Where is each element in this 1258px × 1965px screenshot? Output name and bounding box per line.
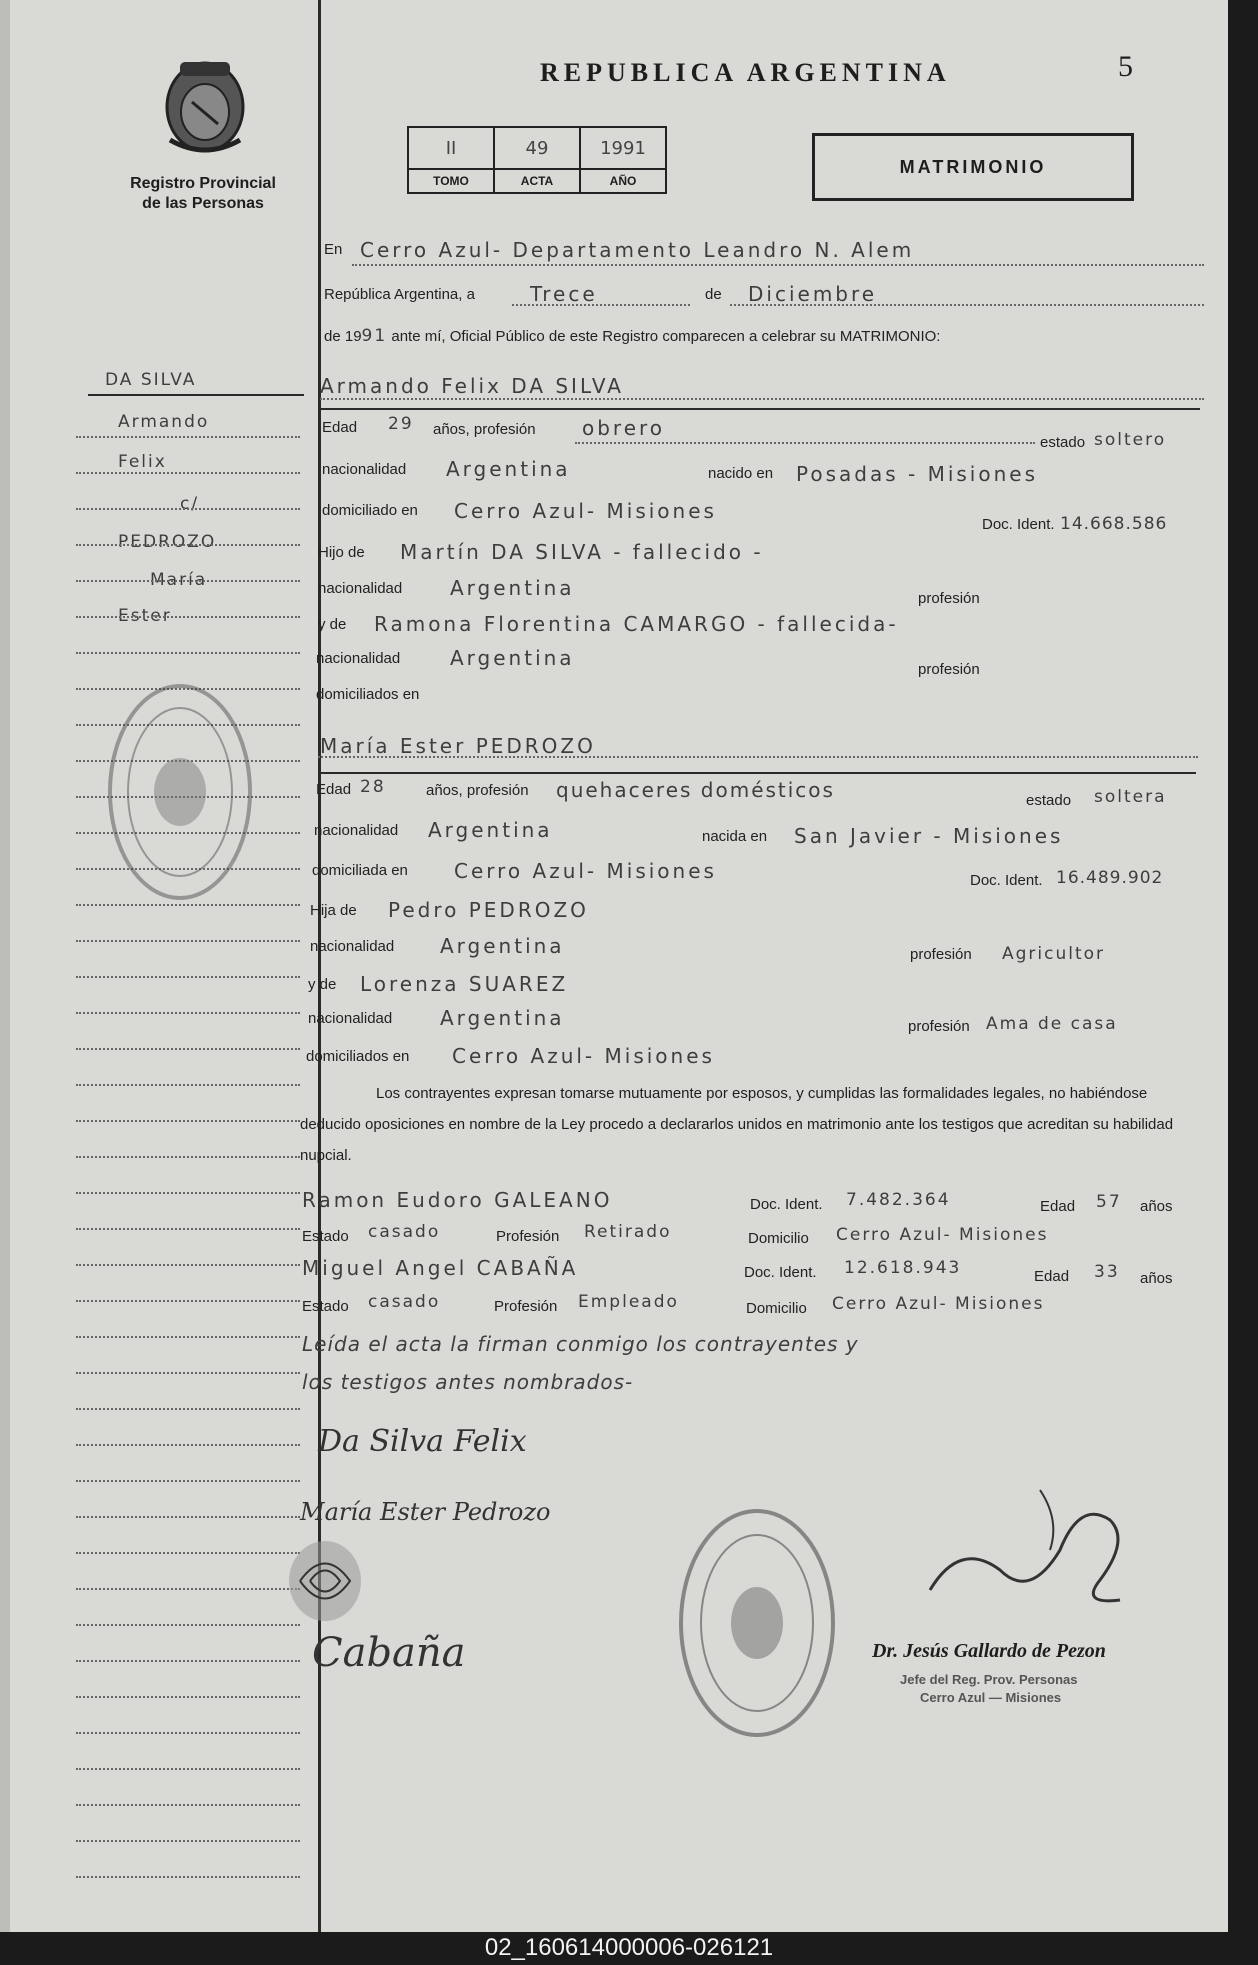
bride-mother-prof: Ama de casa xyxy=(986,1014,1118,1034)
margin-dotted-line xyxy=(76,1012,300,1014)
bride-edad-label: Edad xyxy=(316,781,352,798)
groom-age: 29 xyxy=(388,414,414,434)
bride-estado-label: estado xyxy=(1026,792,1072,809)
witness2-edad-label: Edad xyxy=(1034,1268,1070,1285)
margin-dotted-line xyxy=(76,580,300,582)
groom-edad-label: Edad xyxy=(322,419,358,436)
margin-dotted-line xyxy=(76,1372,300,1374)
declaration-text: Los contrayentes expresan tomarse mutuamente por esposos, y cumplidas las formalidades legales, no habiéndose deducido oposiciones en nombre de la Ley procedo a declararlos unidos en matrimonio ante los testigos que acreditan su habilidad nupcial. xyxy=(300,1085,1174,1164)
tomo-acta-table xyxy=(407,126,667,194)
bride-estado: soltera xyxy=(1094,787,1167,807)
margin-dotted-line xyxy=(76,940,300,942)
bride-domicile: Cerro Azul- Misiones xyxy=(454,859,717,883)
groom-dom-label: domiciliado en xyxy=(322,502,418,519)
margin-dotted-line xyxy=(76,1048,300,1050)
margin-dotted-line xyxy=(76,1156,300,1158)
country-title: REPUBLICA ARGENTINA xyxy=(540,58,951,87)
groom-father-nat: Argentina xyxy=(450,576,575,600)
month-value: Diciembre xyxy=(748,282,878,306)
margin-dotted-line xyxy=(76,544,300,546)
witness2-doc: 12.618.943 xyxy=(844,1258,962,1278)
witness2-age: 33 xyxy=(1094,1262,1120,1282)
witness1-estado-label: Estado xyxy=(302,1228,349,1245)
margin-dotted-line xyxy=(76,1804,300,1806)
margin-dotted-line xyxy=(76,472,300,474)
groom-father-prof-label: profesión xyxy=(918,590,980,607)
bride-yde-label: y de xyxy=(308,976,337,993)
witness1-prof-label: Profesión xyxy=(496,1228,560,1245)
witness1-edad-label: Edad xyxy=(1040,1198,1076,1215)
margin-note-line: PEDROZO xyxy=(118,532,217,552)
bride-doc: 16.489.902 xyxy=(1056,868,1164,888)
margin-dotted-line xyxy=(76,1408,300,1410)
margin-dotted-line xyxy=(76,508,300,510)
bride-age: 28 xyxy=(360,777,386,797)
margin-dotted-line xyxy=(76,1840,300,1842)
margin-dotted-line xyxy=(76,1660,300,1662)
margin-note-line: Felix xyxy=(118,452,167,472)
margin-dotted-line xyxy=(76,1696,300,1698)
witness2-doc-label: Doc. Ident. xyxy=(744,1264,817,1281)
bride-dom-label: domiciliada en xyxy=(312,862,408,879)
year-prefix: de 19 xyxy=(324,328,362,345)
bride-mother-prof-label: profesión xyxy=(908,1018,970,1035)
official-title1: Jefe del Reg. Prov. Personas xyxy=(900,1672,1078,1687)
bride-hija-label: Hija de xyxy=(310,902,357,919)
opening-rest: ante mí, Oficial Público de este Registro comparecen a celebrar su MATRIMONIO: xyxy=(391,328,941,345)
tomo-label: TOMO xyxy=(408,169,494,193)
bride-profession: quehaceres domésticos xyxy=(556,778,835,802)
margin-dotted-line xyxy=(76,976,300,978)
groom-estado-label: estado xyxy=(1040,434,1086,451)
margin-surname: DA SILVA xyxy=(105,370,197,390)
official-seal-stamp-icon xyxy=(672,1498,842,1748)
republica-label: República Argentina, a xyxy=(324,286,475,303)
witness1-domicile: Cerro Azul- Misiones xyxy=(836,1225,1049,1245)
groom-doms-label: domiciliados en xyxy=(316,686,420,703)
witness1-doc-label: Doc. Ident. xyxy=(750,1196,823,1213)
witness1-doc: 7.482.364 xyxy=(846,1190,951,1210)
margin-dotted-line xyxy=(76,436,300,438)
margin-dotted-line xyxy=(76,616,300,618)
groom-estado: soltero xyxy=(1094,430,1167,450)
groom-father: Martín DA SILVA - fallecido - xyxy=(400,540,764,564)
bride-father-prof: Agricultor xyxy=(1002,944,1106,964)
bride-nationality: Argentina xyxy=(428,818,553,842)
margin-dotted-line xyxy=(76,1588,300,1590)
bride-father-prof-label: profesión xyxy=(910,946,972,963)
official-signature-scribble-icon xyxy=(920,1480,1140,1610)
groom-hijo-label: Hijo de xyxy=(318,544,365,561)
seal-stamp-icon xyxy=(100,672,260,912)
bride-father: Pedro PEDROZO xyxy=(388,898,589,922)
margin-dotted-line xyxy=(76,1480,300,1482)
groom-doc-label: Doc. Ident. xyxy=(982,516,1055,533)
official-name: Dr. Jesús Gallardo de Pezon xyxy=(872,1640,1106,1662)
bride-nac-label: nacionalidad xyxy=(314,822,399,839)
bride-parents-domicile: Cerro Azul- Misiones xyxy=(452,1044,715,1068)
margin-dotted-line xyxy=(76,1516,300,1518)
official-title2: Cerro Azul — Misiones xyxy=(920,1690,1062,1705)
ano-label: AÑO xyxy=(580,169,666,193)
groom-signature: Da Silva Felix xyxy=(318,1424,527,1459)
groom-father-nac-label: nacionalidad xyxy=(318,580,403,597)
witness2-domicile: Cerro Azul- Misiones xyxy=(832,1294,1045,1314)
witness1-dom-label: Domicilio xyxy=(748,1230,809,1247)
footer-image-id: 02_160614000006-026121 xyxy=(484,1934,774,1961)
tomo-value: II xyxy=(408,127,494,169)
groom-nac-label: nacionalidad xyxy=(322,461,407,478)
groom-nacido-label: nacido en xyxy=(708,465,774,482)
witness1-profession: Retirado xyxy=(584,1222,672,1242)
registry-line1: Registro Provincial xyxy=(130,175,276,192)
bride-doms-label: domiciliados en xyxy=(306,1048,410,1065)
margin-dotted-line xyxy=(76,1876,300,1878)
thumbprint-icon xyxy=(280,1536,370,1626)
witness2-dom-label: Domicilio xyxy=(746,1300,807,1317)
margin-dotted-line xyxy=(76,1624,300,1626)
bride-nacida-label: nacida en xyxy=(702,828,768,845)
act-type-box: MATRIMONIO xyxy=(812,133,1134,201)
margin-dotted-line xyxy=(76,1552,300,1554)
groom-mother-prof-label: profesión xyxy=(918,661,980,678)
registry-line2: de las Personas xyxy=(142,195,264,212)
witness2-estado-label: Estado xyxy=(302,1298,349,1315)
groom-yde-label: y de xyxy=(318,616,347,633)
place-value: Cerro Azul- Departamento Leandro N. Alem xyxy=(360,238,915,262)
margin-dotted-line xyxy=(76,1768,300,1770)
groom-name: Armando Felix DA SILVA xyxy=(320,374,624,398)
witness2-estado: casado xyxy=(368,1292,441,1312)
bride-signature: María Ester Pedrozo xyxy=(300,1498,551,1526)
bride-father-nat: Argentina xyxy=(440,934,565,958)
year-suffix: 91 xyxy=(361,326,388,346)
margin-dotted-line xyxy=(76,1192,300,1194)
closing-line1: Leída el acta la firman conmigo los contrayentes y xyxy=(302,1332,859,1356)
page-number: 5 xyxy=(1118,50,1133,83)
bride-mother-nat: Argentina xyxy=(440,1006,565,1030)
margin-dotted-line xyxy=(76,1732,300,1734)
en-label: En xyxy=(324,241,343,258)
margin-dotted-line xyxy=(76,1228,300,1230)
groom-domicile: Cerro Azul- Misiones xyxy=(454,499,717,523)
coat-of-arms-icon xyxy=(150,52,260,162)
binding-edge xyxy=(0,0,10,1932)
ano-value: 1991 xyxy=(580,127,666,169)
bride-birthplace: San Javier - Misiones xyxy=(794,824,1064,848)
witness1-age: 57 xyxy=(1096,1192,1122,1212)
closing-line2: los testigos antes nombrados- xyxy=(302,1370,634,1394)
witness1-anos-label: años xyxy=(1140,1198,1173,1215)
witness2-anos-label: años xyxy=(1140,1270,1173,1287)
de-label: de xyxy=(705,286,722,303)
margin-dotted-line xyxy=(76,1336,300,1338)
margin-dotted-line xyxy=(76,1300,300,1302)
witness2-name: Miguel Angel CABAÑA xyxy=(302,1256,579,1280)
margin-dotted-line xyxy=(76,1120,300,1122)
bride-father-nac-label: nacionalidad xyxy=(310,938,395,955)
groom-mother: Ramona Florentina CAMARGO - fallecida- xyxy=(374,612,899,636)
margin-note-line: c/ xyxy=(180,494,200,514)
acta-value: 49 xyxy=(494,127,580,169)
witness1-estado: casado xyxy=(368,1222,441,1242)
groom-doc: 14.668.586 xyxy=(1060,514,1168,534)
margin-dotted-line xyxy=(76,1264,300,1266)
day-value: Trece xyxy=(530,282,598,306)
margin-dotted-line xyxy=(76,1444,300,1446)
margin-dotted-line xyxy=(76,652,300,654)
bride-mother: Lorenza SUAREZ xyxy=(360,972,569,996)
bride-doc-label: Doc. Ident. xyxy=(970,872,1043,889)
groom-mother-nac-label: nacionalidad xyxy=(316,650,401,667)
bride-mother-nac-label: nacionalidad xyxy=(308,1010,393,1027)
acta-label: ACTA xyxy=(494,169,580,193)
margin-dotted-line xyxy=(76,1084,300,1086)
groom-mother-nat: Argentina xyxy=(450,646,575,670)
groom-birthplace: Posadas - Misiones xyxy=(796,462,1038,486)
margin-note-line: Armando xyxy=(118,412,210,432)
margin-note-line: María xyxy=(150,570,208,590)
bride-name: María Ester PEDROZO xyxy=(320,734,596,758)
bride-anos-prof-label: años, profesión xyxy=(426,782,529,799)
margin-note-line: Ester xyxy=(118,606,172,626)
groom-anos-prof-label: años, profesión xyxy=(433,421,536,438)
witness2-prof-label: Profesión xyxy=(494,1298,558,1315)
witness1-name: Ramon Eudoro GALEANO xyxy=(302,1188,613,1212)
witness2-profession: Empleado xyxy=(578,1292,679,1312)
witness-signature: Cabaña xyxy=(312,1630,466,1676)
groom-profession: obrero xyxy=(582,416,666,440)
groom-nationality: Argentina xyxy=(446,457,571,481)
